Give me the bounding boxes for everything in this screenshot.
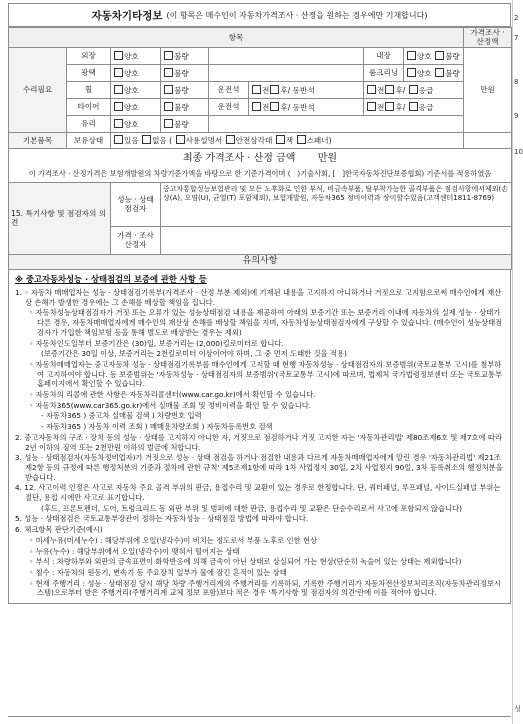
holdings-label: 보유상태	[67, 132, 111, 148]
repair-price: 만원	[464, 47, 512, 132]
notice-item: ◦ 누유(누수) : 해당부위에서 오일(냉각수)이 맺혀서 떨어지는 상태	[29, 546, 240, 556]
wheel-label: 휠	[67, 81, 111, 98]
wheel-pass-front-checkbox[interactable]	[367, 85, 376, 94]
notice-item: 2. 중고자동차의 구조 · 장치 등의 성능 · 상태를 고지하지 아니한 자, 거짓으로 점검하거나 거짓 고지한 자는 '자동차관리법' 제80조제6호 및 제7호에 따라 2년 이하의 징역 또는 2천만원 이하의 벌금에 처합니다.	[15, 432, 502, 452]
tire-bad-checkbox[interactable]	[164, 102, 173, 111]
notice-body	[8, 270, 511, 604]
inspector-opinion: 중고차통합성능보험관리 및 모든 노후화로 인한 부식, 비금속부품, 탈부착가능한 골격부품은 점검사항에서제외(손상(A), 오염(U), 균열(T) 포함제외), 보험개발원, 자동차365 정비이력과 상이할수있음(고객센터1811-8769)	[161, 182, 512, 226]
jack-checkbox[interactable]	[276, 135, 285, 144]
notice-title: 유의사항	[9, 254, 512, 269]
wheel-emergency-checkbox[interactable]	[409, 85, 418, 94]
pricer-label: 가격 · 조사 산정자	[111, 226, 161, 254]
tire-label: 타이어	[67, 98, 111, 115]
final-price-cell: 최종 가격조사 · 산정 금액 만원 이 가격조사 · 산정가격은 보험개발원의 차량기준가액을 바탕으로 한 기준가격이며 ( )기술사회, [ ]한국자동차진단보증협회) 기준서를 적용하였음	[9, 148, 512, 182]
notice-item: ◦ 자동차성능상태점검자가 거짓 또는 오류가 있는 성능상태점검 내용을 제공하여 아래의 보증기간 또는 보증거리 이내에 자동차의 실제 성능 · 상태가 다른 경우, 자동차매매업자에게 매수인의 재산상 손해를 배상할 책임을 지며, 자동차성능상태점검자에게 구상할 수 있습니다. (매수인이 성능상태점검자가 가입한 책임보험 등을 통해 별도로 배상받는 경우는 제외)	[29, 308, 503, 337]
notice-heading: ※ 중고자동차성능 · 상태점검의 보증에 관한 사항 등	[15, 273, 207, 284]
tire-emergency-checkbox[interactable]	[409, 102, 418, 111]
room-cleaning-label: 룸크리닝	[364, 64, 404, 81]
notice-item: - 자동차365 ) 중고차 실매물 검색 ) 차량번호 입력	[41, 411, 202, 421]
vehicle-info-sheet	[8, 3, 511, 604]
notice-item: ◦ 자동차365(www.car365.go.kr)에서 실매물 조회 및 정비이력을 확인 할 수 있습니다.	[29, 400, 312, 410]
bottom-rule	[8, 716, 511, 717]
notice-item: ◦ 자동차의 리콜에 관한 사항은 자동차리콜센터(www.car.go.kr)에서 확인할 수 있습니다.	[29, 390, 316, 400]
exterior-good-checkbox[interactable]	[114, 51, 123, 60]
tire-pass-rear-checkbox[interactable]	[385, 102, 394, 111]
spanner-checkbox[interactable]	[297, 135, 306, 144]
pricer-opinion	[161, 226, 512, 254]
strip-mark: 10	[514, 148, 523, 156]
opinion-label: 15. 특기사항 및 점검자의 의견	[9, 182, 111, 254]
final-note: 이 가격조사 · 산정가격은 보험개발원의 차량기준가액을 바탕으로 한 기준가격이며 (	[28, 168, 291, 178]
wheel-driver-rear-checkbox[interactable]	[270, 85, 279, 94]
tire-driver-front-checkbox[interactable]	[252, 102, 261, 111]
repair-table: 항목 가격조사 · 산정액 수리필요 외장 양호 불량 내장 양호 불량 만원 광택 양호 불량 룸크리닝 양호 불량 휠 양호 불량 운전석 전 후/ 동반석 전 후/ 응급 타이어 양호 불량 운전석 전 후/ 동반석 전 후/ 응급 유리 양호 불량 기본품목 보유상태 있음 없음 ( 사용설명서 안전삼각대 잭 스패너) 최종 가격조사 · 산정 금액 만원 이 가격조사 · 산정가격은 보험개발원의 차량기준가액을 바탕으로 한 기준가격이며 ( )기술사회, [ ]한국자동차진단보증협회) 기준서를 적용하였음 15. 특기사항 및 점검자의 의견 성능 · 상태 점검자 중고차통합성능보험관리 및 모든 노후화로 인한 부식, 비금속부품, 탈부착가능한 골격부품은 점검사항에서제외(손상(A), 오염(U), 균열(T) 포함제외), 보험개발원, 자동차365 정비이력과 상이할수있음(고객센터1811-8769) 가격 · 조사 산정자 유의사항	[8, 27, 512, 270]
strip-mark: 성	[514, 705, 521, 713]
cleaning-bad-checkbox[interactable]	[435, 68, 444, 77]
cleaning-good-checkbox[interactable]	[407, 68, 416, 77]
gloss-bad-checkbox[interactable]	[164, 68, 173, 77]
notice-item: ◦ 현재 주행거리 : 성능 · 상태점검 당시 해당 차량 주행거리계의 주행거리를 기록하되, 기록한 주행거리가 자동차전산정보처리조직(자동차관리정보시스템)으로부터 받은 주행거리(주행거리계 교체 정보 포함)보다 적은 경우 '특기사항 및 점검자의 의견'란에 이를 적어야 합니다.	[29, 578, 501, 598]
interior-label: 내장	[364, 47, 404, 64]
basic-have-checkbox[interactable]	[114, 135, 123, 144]
basic-items-label: 기본품목	[9, 132, 67, 148]
interior-bad-checkbox[interactable]	[435, 51, 444, 60]
tire-driver-label: 운전석	[209, 98, 249, 115]
notice-item: ◦ 자동차매매업자는 중고자동차 성능 · 상태점검기록부를 매수인에게 고지할 때 현행 자동차성능 · 상태점검자의 보증범위(국토교통부 고시)를 첨부하여 고지하여야 합니다. 등 보증범위는 '자동차성능 · 상태점검자의 보증범위'(국토교통부 고시)에 따르며, 법제처 국가법령정보센터 또는 국토교통부 홈페이지에서 확인할 수 있습니다.	[29, 359, 503, 389]
wheel-driver-front-checkbox[interactable]	[252, 85, 261, 94]
column-item: 항목	[9, 28, 464, 48]
exterior-bad-checkbox[interactable]	[164, 51, 173, 60]
strip-mark: 2	[514, 14, 519, 22]
gloss-good-checkbox[interactable]	[114, 68, 123, 77]
inspector-label: 성능 · 상태 점검자	[111, 182, 161, 226]
final-price-label: 최종 가격조사 · 산정 금액	[182, 153, 296, 165]
adjacent-page-strip	[512, 0, 521, 724]
notice-item: 4. 12. 사고이력 인정은 사고로 자동차 주요 골격 부위의 판금, 용접수리 및 교환이 있는 경우로 한정합니다. 단, 쿼터패널, 루프패널, 사이드실패널 부위는 절단, 용접 시에만 사고로 표기합니다.	[15, 483, 501, 503]
wheel-good-checkbox[interactable]	[114, 85, 123, 94]
notice-items	[15, 288, 504, 598]
interior-good-checkbox[interactable]	[407, 51, 416, 60]
strip-mark: 7	[514, 34, 519, 42]
triangle-checkbox[interactable]	[226, 135, 235, 144]
notice-item: ◦ 미세누유(미세누수) : 해당부위에 오일(냉각수)이 비치는 정도로서 부품 노후로 인한 현상	[29, 535, 318, 545]
column-price: 가격조사 · 산정액	[464, 28, 512, 48]
section-header	[9, 4, 510, 27]
notice-item: (후드, 프론트펜더, 도어, 트렁크리드 등 외판 부위 및 범퍼에 대한 판금, 용접수리 및 교환은 단순수리로서 사고에 포함되지 않습니다)	[41, 503, 462, 513]
final-price-unit: 만원	[317, 153, 338, 165]
basic-none-checkbox[interactable]	[142, 135, 151, 144]
glass-bad-checkbox[interactable]	[164, 119, 173, 128]
tire-pass-front-checkbox[interactable]	[367, 102, 376, 111]
notice-item: (보증기간은 30일 이상, 보증거리는 2천킬로미터 이상이어야 하며, 그 중 먼저 도래한 것을 적용)	[41, 349, 347, 359]
strip-mark: 9	[514, 112, 519, 120]
wheel-driver-label: 운전석	[209, 81, 249, 98]
notice-item: ◦ 자동차인도일부터 보증기간은 (30)일, 보증거리는 (2,000)킬로미터로 합니다.	[29, 338, 284, 348]
section-subtitle: (이 항목은 매수인이 자동차가격조사 · 산정을 원하는 경우에만 기재합니다)	[166, 10, 428, 20]
glass-label: 유리	[67, 115, 111, 132]
notice-item: 5. 성능 · 상태점검은 국토교통부장관이 정하는 자동차성능 · 상태점검 방법에 따라야 합니다.	[15, 514, 309, 524]
notice-item: 3. 성능 · 상태점검자(자동차정비업자)가 거짓으로 성능 · 상태 점검을 하거나 점검한 내용과 다르게 자동차매매업자에게 알린 경우 '자동차관리법' 제21조제2항 등의 규정에 따른 행정처분의 기준과 절차에 관한 규칙' 제5조제1항에 따라 1차 사업정지 30일, 2차 사업정지 90일, 3차 등록취소의 행정처분을 받습니다.	[15, 453, 503, 482]
wheel-bad-checkbox[interactable]	[164, 85, 173, 94]
notice-item: ◦ 침수 : 자동차의 원동기, 변속기 등 주요장치 일부가 물에 잠긴 흔적이 있는 상태	[29, 567, 287, 577]
glass-good-checkbox[interactable]	[114, 119, 123, 128]
strip-mark: 8	[514, 78, 519, 86]
wheel-pass-rear-checkbox[interactable]	[385, 85, 394, 94]
notice-item: - 자동차365 ) 자동차 이력 조회 ) 매매용차량조회 ) 자동차등록번호 검색	[41, 422, 273, 432]
exterior-label: 외장	[67, 47, 111, 64]
manual-checkbox[interactable]	[176, 135, 185, 144]
notice-item: 6. 체크항목 판단기준(예시)	[15, 525, 103, 535]
notice-item: ◦ 부식 : 차량하부와 외판의 금속표면이 화학반응에 의해 금속이 아닌 상태로 상실되어 가는 현상(단순히 녹슬어 있는 상태는 제외합니다)	[29, 557, 462, 567]
tire-good-checkbox[interactable]	[114, 102, 123, 111]
tire-driver-rear-checkbox[interactable]	[270, 102, 279, 111]
notice-item: 1. ◦ 자동차 매매업자는 성능 · 상태점검기록부(가격조사 · 산정 부분 제외)에 기재된 내용을 고지하지 아니하거나 거짓으로 고지함으로써 매수인에게 재산상 손해가 발생한 경우에는 그 손해를 배상할 책임을 집니다.	[15, 288, 502, 307]
gloss-label: 광택	[67, 64, 111, 81]
section-title: 자동차기타정보	[91, 9, 163, 22]
repair-group-label: 수리필요	[9, 47, 67, 132]
